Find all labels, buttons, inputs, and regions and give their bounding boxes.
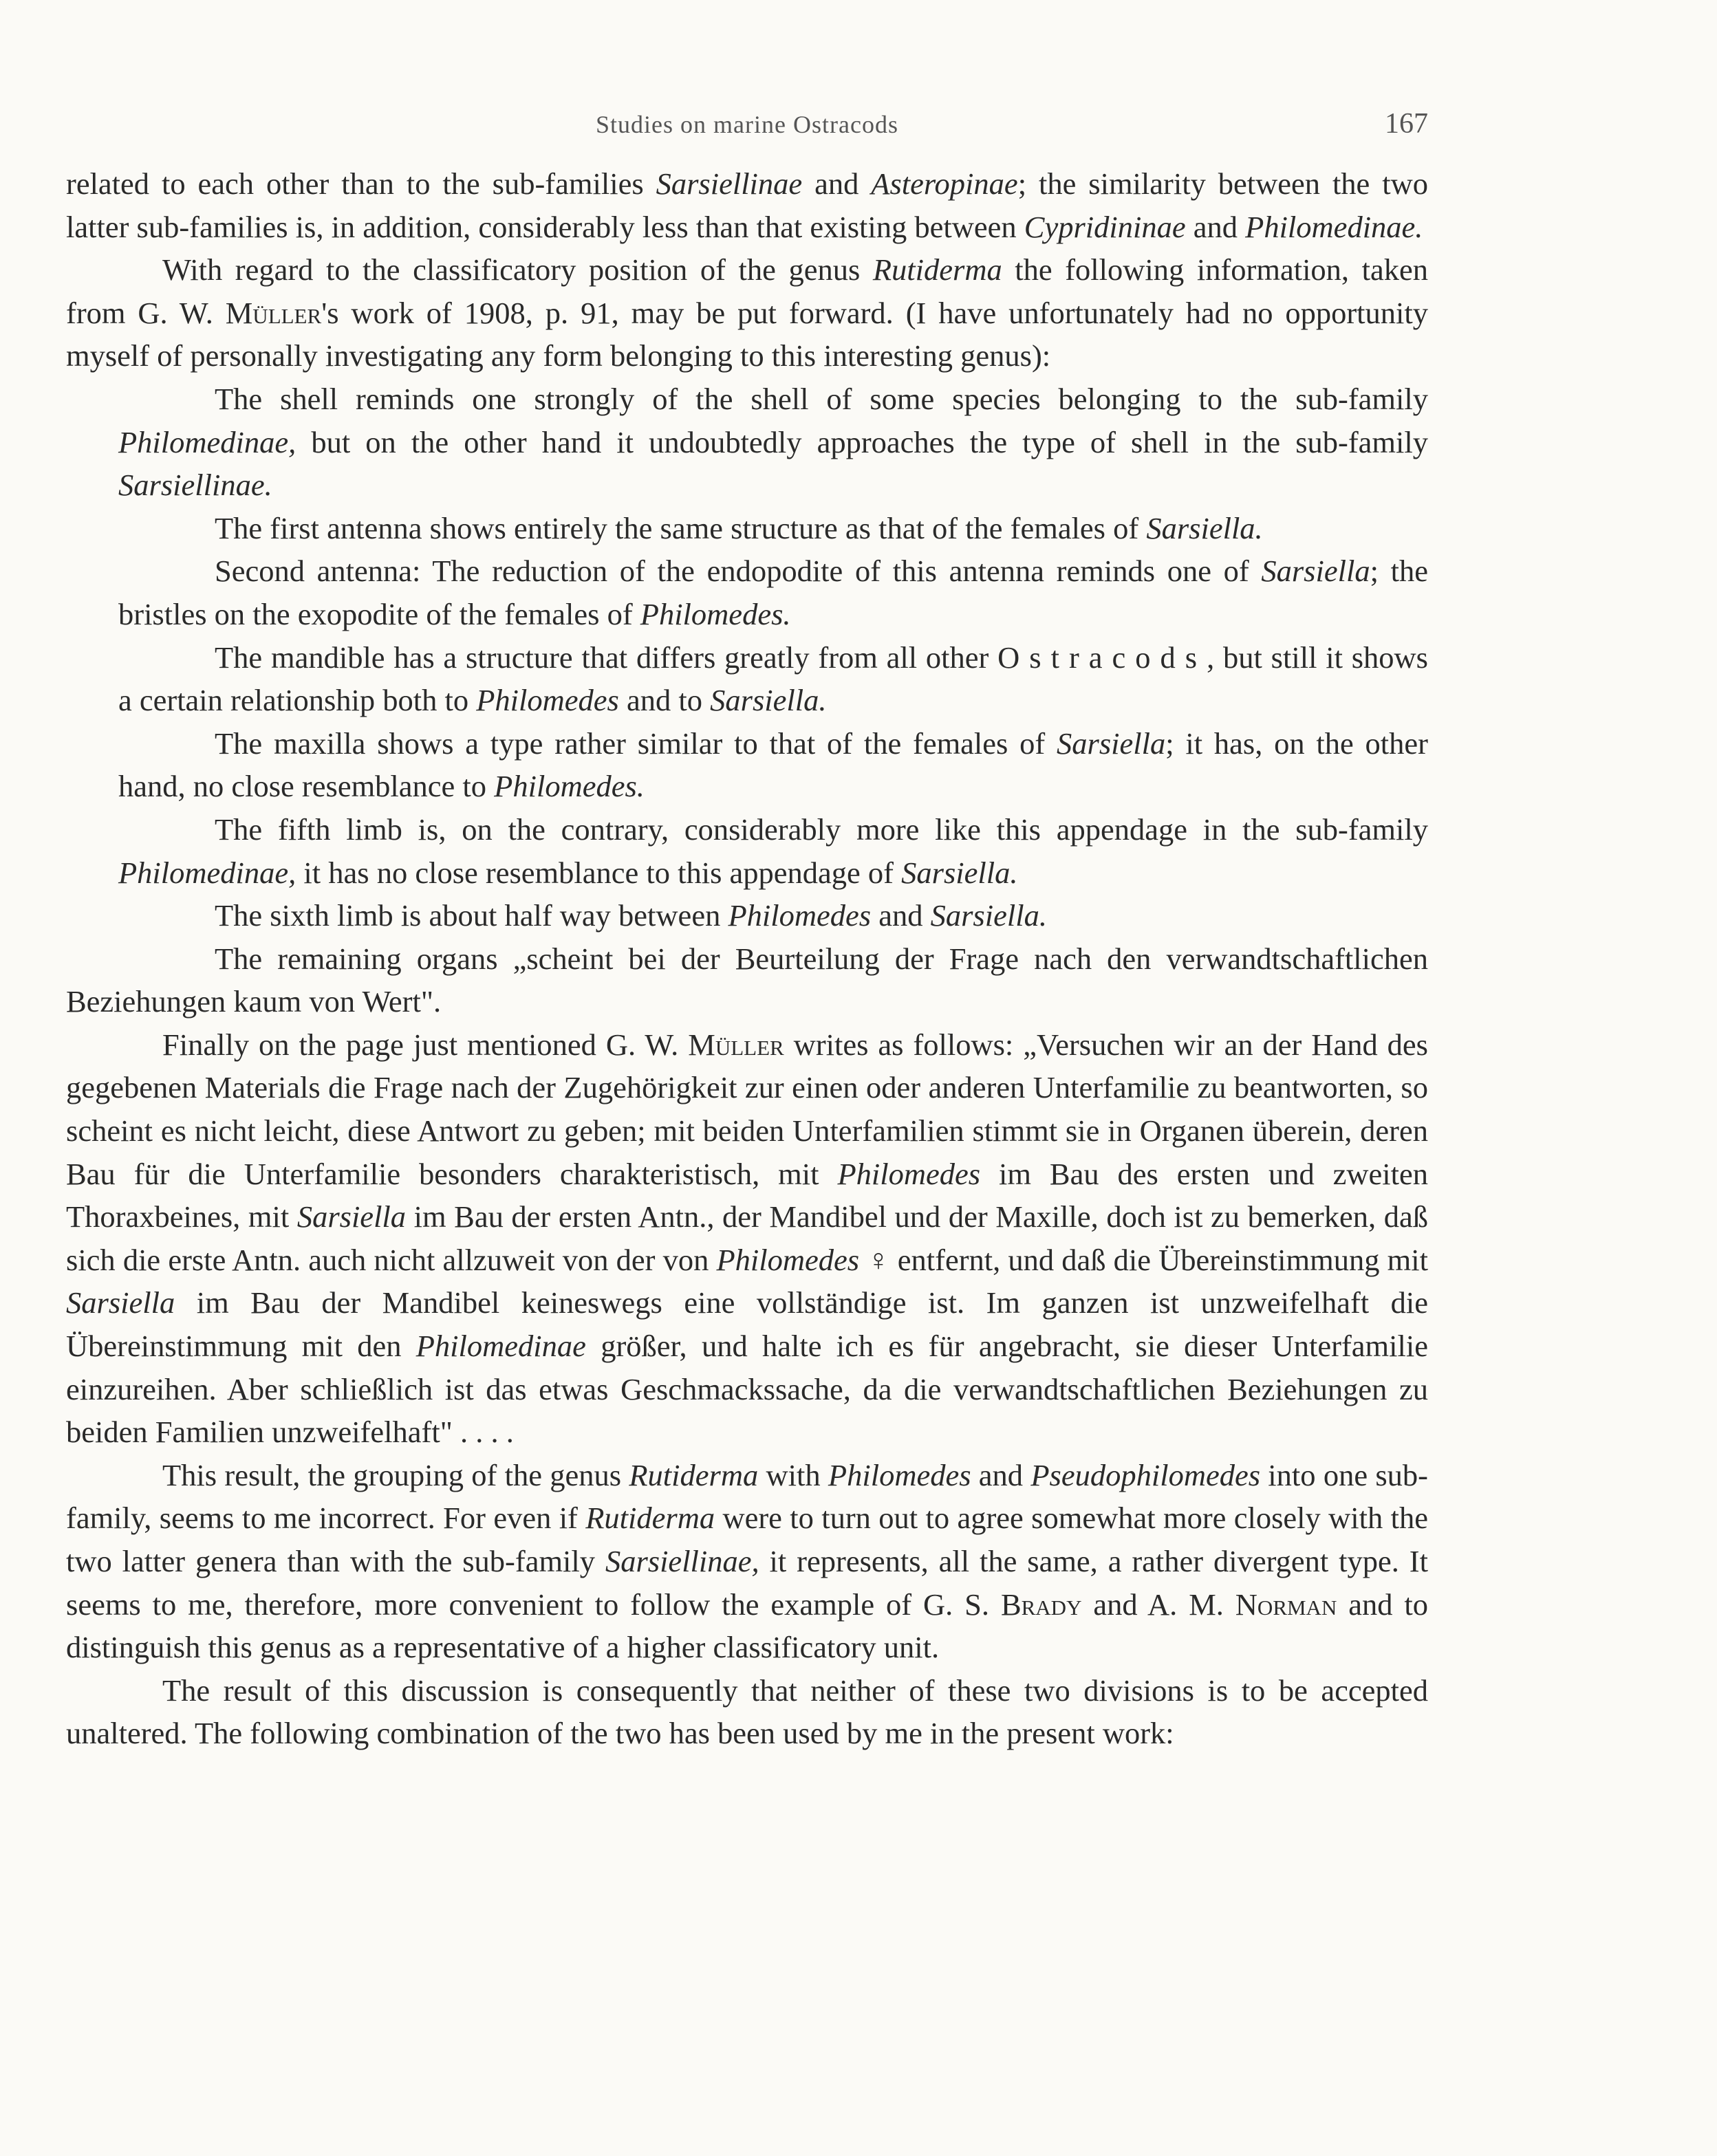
paragraph-1: related to each other than to the sub-families Sarsiellinae and Asteropinae; the similarity between the two latter sub-families is, in addition, considerably less than that existing between Cypridininae and Philomedinae. [66, 166, 1428, 244]
page-number: 167 [1385, 108, 1428, 140]
paragraph-muller-quote: Finally on the page just mentioned G. W. Müller writes as follows: „Versuchen wir an der Hand des gegebenen Materials die Frage nach der Zugehörigkeit zur einen oder anderen Unterfamilie zu beantworten, so scheint es nicht leicht, diese Antwort zu geben; mit beiden Unterfamilien stimmt sie in Organen überein, deren Bau für die Unterfamilie besonders charakteristisch, mit Philomedes im Bau des ersten und zweiten Thoraxbeines, mit Sarsiella im Bau der ersten Antn., der Mandibel und der Maxille, doch ist zu bemerken, daß sich die erste Antn. auch nicht allzuweit von der von Philomedes ♀ entfernt, und daß die Übereinstimmung mit Sarsiella im Bau der Mandibel keineswegs eine vollständige ist. Im ganzen ist unzweifelhaft die Übereinstimmung mit den Philomedinae größer, und halte ich es für angebracht, sie dieser Unterfamilie einzureihen. Aber schließlich ist das etwas Geschmackssache, da die verwandtschaftlichen Beziehungen zu beiden Familien unzweifelhaft" . . . . [66, 1027, 1429, 1450]
quote-fifth-limb: The fifth limb is, on the contrary, considerably more like this appendage in the sub-family Philomedinae, it has no close resemblance to this appendage of Sarsiella. [118, 812, 1428, 890]
quote-sixth-limb: The sixth limb is about half way between Philomedes and Sarsiella. [215, 898, 1047, 933]
quote-second-antenna: Second antenna: The reduction of the endopodite of this antenna reminds one of Sarsiella; the bristles on the exopodite of the females of Philomedes. [118, 554, 1428, 631]
quote-mandible: The mandible has a structure that differs greatly from all other Ostracods, but still it shows a certain relationship both to Philomedes and to Sarsiella. [118, 640, 1428, 718]
paragraph-2: With regard to the classificatory position of the genus Rutiderma the following information, taken from G. W. Müller's work of 1908, p. 91, may be put forward. (I have unfortunately had no opportunity myself of personally investigating any form belonging to this interesting genus): [66, 252, 1429, 373]
quote-first-antenna: The first antenna shows entirely the same structure as that of the females of Sarsiella. [215, 510, 1263, 545]
quote-shell: The shell reminds one strongly of the shell of some species belonging to the sub-family Philomedinae, but on the other hand it undoubtedly approaches the type of shell in the sub-family Sarsiellinae. [118, 381, 1428, 503]
paragraph-conclusion: The result of this discussion is consequently that neither of these two divisions is to be accepted unaltered. The following combination of the two has been used by me in the present work: [66, 1673, 1428, 1751]
quote-maxilla: The maxilla shows a type rather similar to that of the females of Sarsiella; it has, on the other hand, no close resemblance to Philomedes. [118, 726, 1428, 804]
body-text [66, 162, 1428, 1755]
page-header [66, 110, 1428, 144]
quote-remaining-organs: The remaining organs „scheint bei der Beurteilung der Frage nach den verwandtschaftlichen Beziehungen kaum von Wert". [66, 941, 1428, 1019]
running-title: Studies on marine Ostracods [596, 111, 898, 138]
paragraph-result: This result, the grouping of the genus Rutiderma with Philomedes and Pseudophilomedes into one sub-family, seems to me incorrect. For even if Rutiderma were to turn out to agree somewhat more closely with the two latter genera than with the sub-family Sarsiellinae, it represents, all the same, a rather divergent type. It seems to me, therefore, more convenient to follow the example of G. S. Brady and A. M. Norman and to distinguish this genus as a representative of a higher classificatory unit. [66, 1457, 1428, 1665]
